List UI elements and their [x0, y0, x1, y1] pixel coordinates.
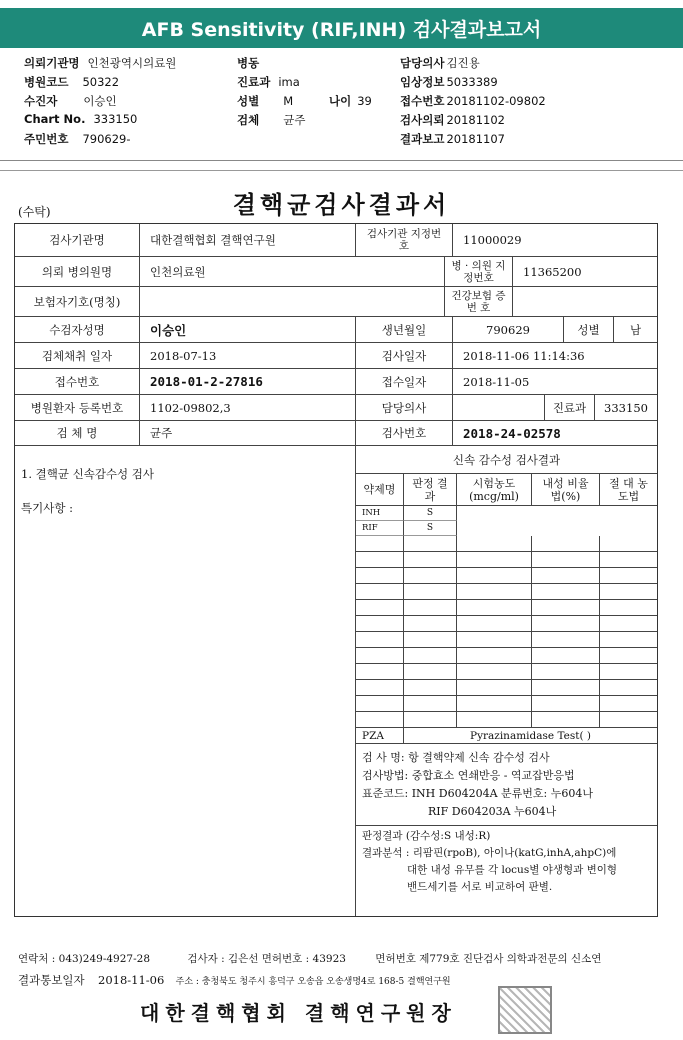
empty-result-cell: [532, 600, 600, 616]
requester-id-label: 병 · 의원 지정번호: [445, 257, 513, 287]
empty-result-cell: [532, 664, 600, 680]
specimen-value: 균주: [140, 421, 356, 446]
empty-result-cell: [600, 664, 657, 680]
requester-value: 인천의료원: [140, 257, 445, 287]
pza-label: PZA: [356, 728, 404, 744]
report-title: AFB Sensitivity (RIF,INH) 검사결과보고서: [0, 8, 683, 48]
meta-label: 수진자: [24, 94, 58, 108]
method-line: RIF D604203A 누604나: [428, 804, 557, 818]
col-judgement: 판정 결과: [404, 474, 457, 506]
empty-result-cell: [356, 632, 404, 648]
meta-value: M: [283, 94, 294, 108]
drug-cell: INH: [356, 506, 404, 521]
form-title: 결핵균검사결과서: [232, 190, 451, 219]
meta-label: 임상정보: [400, 75, 445, 89]
method-area: [356, 744, 657, 826]
meta-label: 담당의사: [400, 56, 445, 70]
empty-result-cell: [600, 568, 657, 584]
receipt-label: (수탁): [18, 205, 51, 219]
empty-result-cell: [404, 648, 457, 664]
empty-result-cell: [532, 648, 600, 664]
test-no-value: 2018-24-02578: [453, 421, 657, 446]
meta-value: 790629-: [82, 132, 131, 146]
sex-value: 남: [614, 317, 657, 343]
contact-text: [18, 951, 601, 966]
empty-result-cell: [532, 552, 600, 568]
collect-date-label: 검체채취 일자: [15, 343, 140, 369]
address: 주소 : 충청북도 청주시 흥덕구 오송읍 오송생명4로 168-5 결핵연구원: [175, 977, 451, 987]
col-drug: 약제명: [356, 474, 404, 506]
empty-result-cell: [404, 568, 457, 584]
receipt-no-value: 2018-01-2-27816: [140, 369, 356, 395]
meta-value: 인천광역시의료원: [87, 56, 177, 70]
empty-result-cell: [356, 552, 404, 568]
empty-result-cell: [356, 536, 404, 552]
analysis-area: [356, 826, 657, 916]
birthdate-value: 790629: [453, 317, 564, 343]
empty-result-cell: [532, 680, 600, 696]
meta-value: 50322: [82, 75, 120, 89]
method-line: 검 사 명: 항 결핵약제 신속 감수성 검사: [362, 750, 550, 764]
meta-label: 병원코드: [24, 75, 69, 89]
meta-value: 20181107: [446, 132, 505, 146]
meta-label: 결과보고: [400, 132, 445, 146]
registration-value: 1102-09802,3: [140, 395, 356, 421]
contact: 연락처 : 043)249-4927-28: [18, 953, 150, 965]
empty-result-cell: [404, 696, 457, 712]
insurance-id-value: [513, 287, 657, 317]
method-line: 대한 내성 유무를 각 locus별 야생형과 변이형: [407, 864, 618, 876]
doctor-value: [453, 395, 545, 421]
empty-result-cell: [600, 536, 657, 552]
empty-result-cell: [600, 696, 657, 712]
empty-result-cell: [404, 552, 457, 568]
empty-result-cell: [404, 600, 457, 616]
test-no-label: 검사번호: [356, 421, 453, 446]
test-item-area: [15, 446, 356, 916]
insurer-value: [140, 287, 445, 317]
empty-result-cell: [532, 632, 600, 648]
method-line: 밴드세기를 서로 비교하여 판별.: [407, 881, 553, 893]
sex-label: 성별: [564, 317, 614, 343]
empty-result-cell: [457, 664, 532, 680]
meta-label: 진료과: [237, 75, 271, 89]
empty-result-cell: [600, 648, 657, 664]
meta-label: 나이: [329, 94, 352, 108]
empty-result-cell: [404, 584, 457, 600]
empty-result-cell: [532, 568, 600, 584]
insurer-label: 보험자기호(명칭): [15, 287, 140, 317]
meta-value: ima: [278, 75, 300, 89]
empty-result-cell: [356, 664, 404, 680]
empty-result-cell: [457, 696, 532, 712]
receipt-date-value: 2018-11-05: [453, 369, 657, 395]
patient-name-value: 이승인: [140, 317, 356, 343]
empty-result-cell: [457, 680, 532, 696]
drug-cell: RIF: [356, 521, 404, 536]
empty-result-cell: [457, 568, 532, 584]
test-item: 1. 결핵균 신속감수성 검사: [21, 467, 155, 481]
meta-label: Chart No.: [24, 112, 86, 126]
empty-result-cell: [457, 712, 532, 728]
result-table-title: 신속 감수성 검사결과: [356, 446, 657, 474]
method-line: 표준코드: INH D604204A 분류번호: 누604나: [362, 786, 593, 800]
empty-result-cell: [356, 680, 404, 696]
specimen-label: 검 체 명: [15, 421, 140, 446]
test-date-label: 검사일자: [356, 343, 453, 369]
birthdate-label: 생년월일: [356, 317, 453, 343]
empty-result-cell: [457, 552, 532, 568]
meta-value: 5033389: [446, 75, 498, 89]
result-grid: [14, 223, 658, 917]
lab-id-value: 11000029: [453, 224, 657, 257]
collect-date-value: 2018-07-13: [140, 343, 356, 369]
meta-label: 성별: [237, 94, 260, 108]
patient-meta: [24, 55, 664, 150]
official-seal: [498, 986, 552, 1034]
empty-result-cell: [457, 536, 532, 552]
doctor-label: 담당의사: [356, 395, 453, 421]
requester-id-value: 11365200: [513, 257, 657, 287]
empty-result-cell: [600, 552, 657, 568]
special-note: 특기사항 :: [21, 501, 73, 515]
notice-date: 2018-11-06: [98, 973, 165, 987]
empty-result-cell: [600, 632, 657, 648]
col-resistance: 내성 비율법(%): [532, 474, 600, 506]
empty-result-cell: [457, 632, 532, 648]
patient-name-label: 수검자성명: [15, 317, 140, 343]
empty-result-cell: [532, 584, 600, 600]
divider: [0, 160, 683, 161]
empty-result-cell: [404, 536, 457, 552]
empty-result-cell: [457, 616, 532, 632]
empty-result-cell: [457, 584, 532, 600]
empty-result-cell: [600, 584, 657, 600]
empty-result-cell: [404, 664, 457, 680]
empty-result-cell: [600, 712, 657, 728]
empty-result-cell: [532, 712, 600, 728]
method-line: 결과분석 : 리팜핀(rpoB), 아이나(katG,inhA,ahpC)에: [362, 847, 617, 859]
empty-result-cell: [356, 584, 404, 600]
meta-label: 검체: [237, 113, 260, 127]
empty-result-cell: [356, 648, 404, 664]
notice-text: [18, 972, 451, 988]
insurance-id-label: 건강보험 증 번 호: [445, 287, 513, 317]
empty-result-cell: [600, 600, 657, 616]
judgement-cell: S: [404, 506, 457, 521]
empty-result-cell: [356, 696, 404, 712]
meta-value: 이승인: [83, 94, 117, 108]
meta-label: 검사의뢰: [400, 113, 445, 127]
empty-result-cell: [457, 600, 532, 616]
meta-value: 균주: [283, 113, 306, 127]
test-date-value: 2018-11-06 11:14:36: [453, 343, 657, 369]
pza-value: Pyrazinamidase Test( ): [404, 728, 657, 744]
lab-id-label: 검사기관 지정번호: [356, 224, 453, 257]
empty-result-cell: [457, 648, 532, 664]
meta-value: 김진용: [446, 56, 480, 70]
empty-result-cell: [404, 616, 457, 632]
empty-result-cell: [532, 536, 600, 552]
department-label: 진료과: [545, 395, 595, 421]
meta-label: 주민번호: [24, 132, 69, 146]
requester-label: 의뢰 병의원명: [15, 257, 140, 287]
empty-result-cell: [356, 616, 404, 632]
empty-result-cell: [356, 600, 404, 616]
meta-label: 병동: [237, 56, 260, 70]
receipt-date-label: 접수일자: [356, 369, 453, 395]
empty-result-cell: [532, 616, 600, 632]
meta-label: 의뢰기관명: [24, 56, 80, 70]
empty-result-cell: [356, 568, 404, 584]
scanned-result-form: [0, 170, 683, 1040]
empty-result-cell: [532, 696, 600, 712]
empty-result-cell: [600, 680, 657, 696]
judgement-cell: S: [404, 521, 457, 536]
col-concentration: 시험농도 (mcg/ml): [457, 474, 532, 506]
empty-result-cell: [404, 632, 457, 648]
notice-label: 결과통보일자: [18, 973, 85, 987]
meta-label: 접수번호: [400, 94, 445, 108]
license: 면허번호 제779호 진단검사 의학과전문의 신소연: [375, 953, 602, 965]
empty-result-cell: [404, 680, 457, 696]
empty-result-cell: [356, 712, 404, 728]
empty-result-cell: [600, 616, 657, 632]
tester: 검사자 : 김은선 면허번호 : 43923: [187, 953, 346, 965]
empty-result-cell: [404, 712, 457, 728]
method-line: 검사방법: 중합효소 연쇄반응 - 역교잡반응법: [362, 768, 575, 782]
meta-value: 20181102-09802: [446, 94, 546, 108]
registration-label: 병원환자 등록번호: [15, 395, 140, 421]
meta-value: 333150: [93, 112, 138, 126]
department-value: 333150: [595, 395, 657, 421]
method-line: 판정결과 (감수성:S 내성:R): [362, 830, 491, 842]
issuer-name: 대한결핵협회 결핵연구원장: [140, 1001, 457, 1025]
lab-label: 검사기관명: [15, 224, 140, 257]
col-absolute: 절 대 농도법: [600, 474, 657, 506]
lab-value: 대한결핵협회 결핵연구원: [140, 224, 356, 257]
meta-value: 39: [357, 94, 372, 108]
receipt-no-label: 접수번호: [15, 369, 140, 395]
meta-value: 20181102: [446, 113, 505, 127]
